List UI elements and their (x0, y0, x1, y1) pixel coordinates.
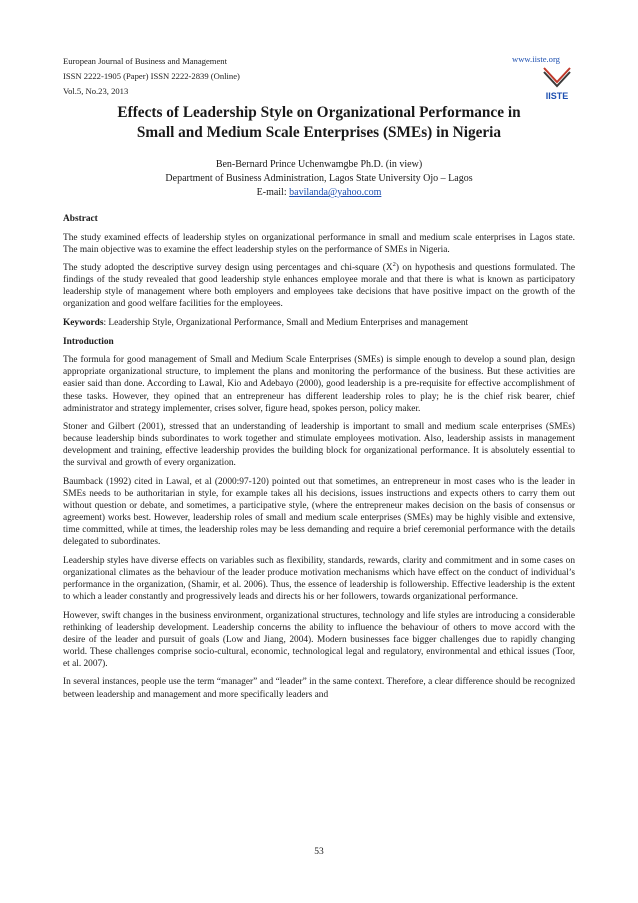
author-email-line (63, 186, 575, 200)
volume-line: Vol.5, No.23, 2013 (63, 86, 129, 96)
paper-title (63, 103, 575, 143)
journal-url-link[interactable]: www.iiste.org (512, 54, 560, 64)
journal-header (63, 54, 583, 99)
abstract-heading: Abstract (63, 214, 98, 224)
abstract-p2-part-a: The study adopted the descriptive survey design using percentages and chi-square (X (63, 263, 393, 274)
abstract-paragraph-2 (63, 262, 575, 310)
keywords-text: : Leadership Style, Organizational Performance, Small and Medium Enterprises and management (103, 318, 469, 329)
keywords-label: Keywords (63, 318, 104, 329)
page-number: 53 (314, 847, 324, 857)
iiste-logo (540, 66, 574, 104)
intro-paragraph-5: However, swift changes in the business environment, organizational structures, technology and life styles are introducing a considerable rethinking of leadership development. Leadership concerns the ability to influence the behaviour of others to move accord with the desire of the leader and pursuit of goals (Low and Jiang, 2004). Modern businesses face bigger challenges due to rapidly changing world. These challenges comprise socio-cultural, economic, technological legal and regulatory, environmental and ethical issues (Toor, et al. 2007). (63, 610, 575, 669)
chi-square-superscript: 2 (392, 261, 396, 269)
author-email-link[interactable]: bavilanda@yahoo.com (289, 187, 382, 198)
issn-line: ISSN 2222-1905 (Paper) ISSN 2222-2839 (Online) (63, 71, 240, 81)
title-line-1: Effects of Leadership Style on Organizational Performance in (117, 104, 521, 121)
keywords-line (63, 317, 575, 329)
intro-paragraph-6: In several instances, people use the term “manager” and “leader” in the same context. Therefore, a clear difference should be recognized between leadership and management and more specifically leaders and (63, 677, 575, 700)
intro-paragraph-1: The formula for good management of Small and Medium Scale Enterprises (SMEs) is simple enough to develop a sound plan, design appropriate organizational structure, to implement the plans and monitoring the performance of the business. But these activities are easier said than done. According to Lawal, Kio and Adebayo (2000), good leadership is a pre-requisite for effective accomplishment of these tasks. However, they opined that an entrepreneur has different leadership roles to play; he is the chief risk bearer, chief administrator and strategy implementer, crises solver, figure head, spokes person, policy maker. (63, 355, 575, 414)
author-affiliation: Department of Business Administration, Lagos State University Ojo – Lagos (165, 173, 473, 184)
intro-paragraph-4: Leadership styles have diverse effects on variables such as flexibility, standards, rewards, clarity and commitment and in some cases on organizational climates as the behaviour of the leader produce motivation mechanisms which have effect on the conduct of individual’s performance in the organization, (Shamir, et al. 2006). Thus, the essence of leadership is followership. Effective leadership is the extent to which a leader constantly and progressively leads and directs his or her followers, towards organizational performance. (63, 555, 575, 603)
intro-paragraph-2: Stoner and Gilbert (2001), stressed that an understanding of leadership is important to small and medium scale enterprises (SMEs) because leadership binds subordinates to work together and stimulate employees motivation. Also, leadership assists in management development and training, effective leadership provides the building block for organizational performance. It is absolutely essential to the survival and growth of every organization. (63, 422, 575, 469)
title-line-2: Small and Medium Scale Enterprises (SMEs) in Nigeria (136, 124, 502, 141)
journal-name: European Journal of Business and Management (63, 56, 227, 66)
intro-paragraph-3: Baumback (1992) cited in Lawal, et al (2000:97-120) pointed out that sometimes, an entrepreneur in most cases who is the leader in SMEs needs to be authoritarian in style, for example takes all his decisions, issues instructions and expects others to carry them out without question or debate, and sometimes, a participative style, (where the entrepreneur makes decision on the basis of consensus or agreement) works best. However, leadership roles of small and medium scale enterprises (SMEs) may be highly visible and extensive, time committed, while at times, the leadership roles may be less demanding and require a brief ceremonial performance with the details delegated to subordinates. (63, 477, 575, 548)
email-label: E-mail: (256, 187, 290, 198)
introduction-heading: Introduction (63, 336, 114, 347)
author-name: Ben-Bernard Prince Uchenwamgbe Ph.D. (in view) (215, 159, 423, 170)
author-block (63, 158, 575, 200)
logo-text: IISTE (545, 91, 569, 101)
abstract-paragraph-1: The study examined effects of leadership styles on organizational performance in small and medium scale enterprises in Lagos state. The main objective was to examine the effect leadership styles on the performance of SMEs in Nigeria. (63, 232, 575, 255)
paper-body (63, 213, 575, 707)
abstract-p2-part-b: ) on hypothesis and questions formulated. The findings of the study revealed that good leadership style enhances employee morale and that there is what is known as participatory leadership style of management where both employers and employees take decisions that have positive impact on the growth of the organization and good welfare facilities for the employees. (63, 263, 576, 310)
